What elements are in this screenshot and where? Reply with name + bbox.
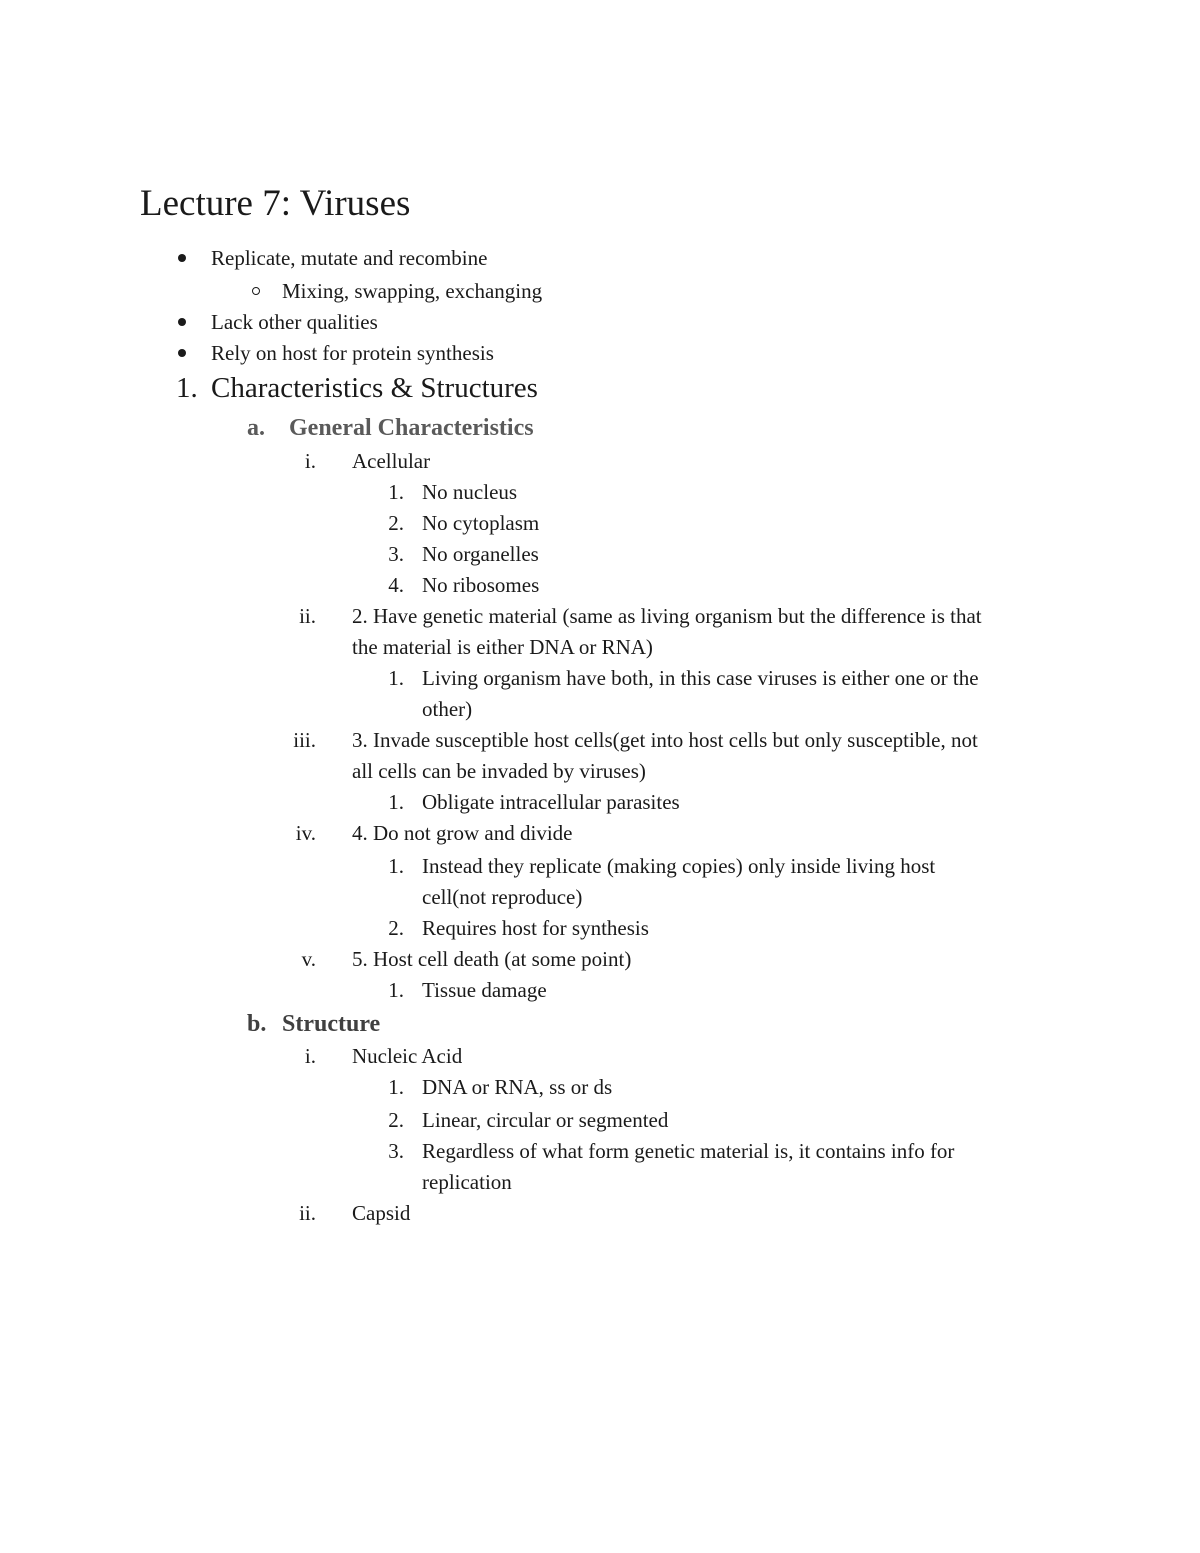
list-subitem: No nucleus: [422, 480, 518, 504]
list-item: 4. Do not grow and divide: [352, 821, 573, 845]
number-marker: 4.: [388, 573, 404, 597]
page-title: Lecture 7: Viruses: [140, 183, 411, 224]
list-subitem: Obligate intracellular parasites: [422, 790, 680, 814]
roman-marker: iii.: [293, 728, 316, 752]
list-subitem: No cytoplasm: [422, 511, 540, 535]
bullet-dot-icon: [178, 254, 186, 262]
list-item: Capsid: [352, 1201, 411, 1225]
list-subitem: Requires host for synthesis: [422, 916, 649, 940]
list-subitem: Instead they replicate (making copies) only inside living host: [422, 854, 936, 878]
list-subitem: Tissue damage: [422, 978, 547, 1002]
bullet-dot-icon: [178, 318, 186, 326]
roman-marker: v.: [301, 947, 316, 971]
subsection-heading: Structure: [282, 1011, 381, 1037]
list-subitem-continued: replication: [422, 1170, 512, 1194]
list-subitem-continued: cell(not reproduce): [422, 885, 583, 909]
section-number: 1.: [176, 372, 198, 404]
list-item: Nucleic Acid: [352, 1044, 463, 1068]
number-marker: 1.: [388, 854, 404, 878]
bullet-dot-icon: [178, 349, 186, 357]
number-marker: 1.: [388, 978, 404, 1002]
list-item-continued: all cells can be invaded by viruses): [352, 759, 646, 783]
list-subitem: Living organism have both, in this case viruses is either one or the: [422, 666, 979, 690]
number-marker: 2.: [388, 1108, 404, 1132]
list-item: Acellular: [352, 449, 431, 473]
list-subitem: Regardless of what form genetic material is, it contains info for: [422, 1139, 955, 1163]
list-item: 3. Invade susceptible host cells(get into host cells but only susceptible, not: [352, 728, 978, 752]
list-item: 2. Have genetic material (same as living organism but the difference is that: [352, 604, 982, 628]
list-subitem: No ribosomes: [422, 573, 540, 597]
bullet-circle-icon: [252, 287, 260, 295]
number-marker: 1.: [388, 666, 404, 690]
roman-marker: i.: [304, 1044, 316, 1068]
bullet-subitem: Mixing, swapping, exchanging: [282, 279, 543, 303]
roman-marker: iv.: [295, 821, 316, 845]
number-marker: 3.: [388, 542, 404, 566]
number-marker: 2.: [388, 511, 404, 535]
section-heading: Characteristics & Structures: [211, 372, 538, 404]
subsection-marker: b.: [247, 1011, 267, 1037]
bullet-item: Rely on host for protein synthesis: [211, 341, 494, 365]
roman-marker: i.: [304, 449, 316, 473]
list-item-continued: the material is either DNA or RNA): [352, 635, 653, 659]
list-subitem: DNA or RNA, ss or ds: [422, 1075, 613, 1099]
bullet-item: Lack other qualities: [211, 310, 378, 334]
list-subitem: No organelles: [422, 542, 539, 566]
bullet-item: Replicate, mutate and recombine: [211, 246, 488, 270]
roman-marker: ii.: [299, 604, 316, 628]
number-marker: 2.: [388, 916, 404, 940]
list-item: 5. Host cell death (at some point): [352, 947, 632, 971]
number-marker: 1.: [388, 1075, 404, 1099]
roman-marker: ii.: [299, 1201, 316, 1225]
list-subitem: Linear, circular or segmented: [422, 1108, 669, 1132]
number-marker: 1.: [388, 480, 404, 504]
list-subitem-continued: other): [422, 697, 473, 721]
number-marker: 3.: [388, 1139, 404, 1163]
subsection-heading: General Characteristics: [289, 415, 534, 441]
number-marker: 1.: [388, 790, 404, 814]
subsection-marker: a.: [247, 415, 265, 441]
